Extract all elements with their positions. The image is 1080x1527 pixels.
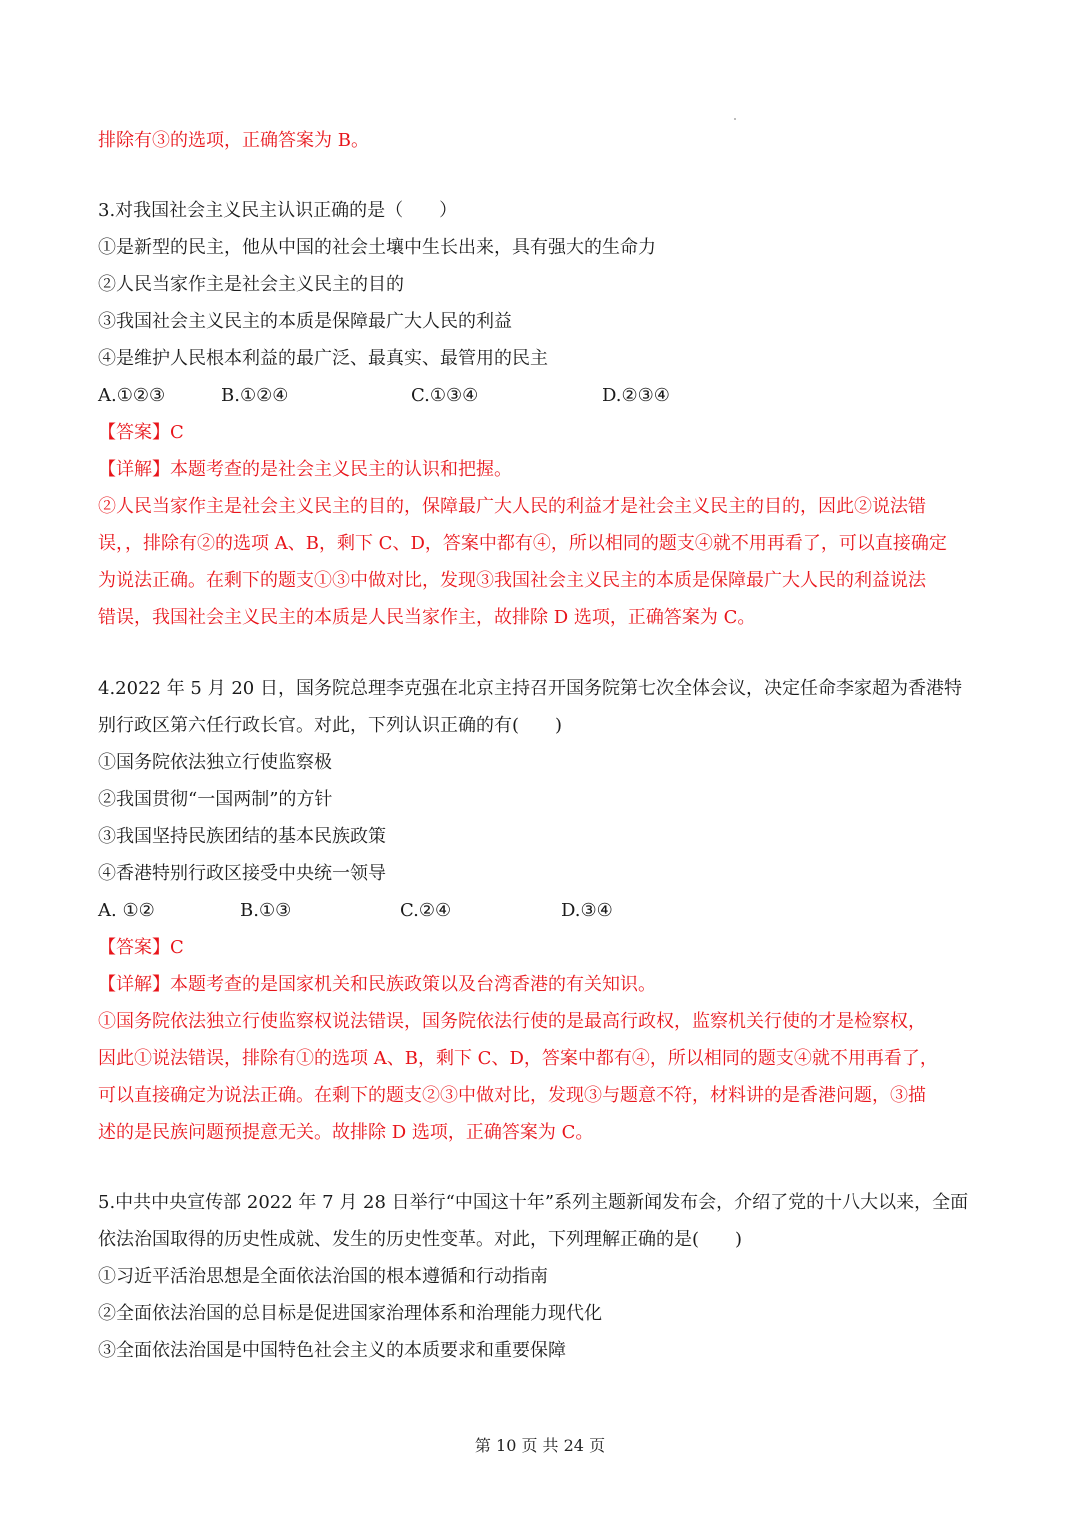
q5-stem-line-2: 依法治国取得的历史性成就、发生的历史性变革。对此，下列理解正确的是( ) xyxy=(98,1229,743,1250)
q3-option-c: C.①③④ xyxy=(411,385,479,406)
q5-item-2: ②全面依法治国的总目标是促进国家治理体系和治理能力现代化 xyxy=(98,1303,602,1324)
q3-item-3: ③我国社会主义民主的本质是保障最广大人民的利益 xyxy=(98,311,512,332)
q4-option-c: C.②④ xyxy=(400,900,452,921)
q4-item-1: ①国务院依法独立行使监察极 xyxy=(98,752,332,773)
q4-option-a: A. ①② xyxy=(98,900,155,921)
q4-item-2: ②我国贯彻“一国两制”的方针 xyxy=(98,789,333,810)
q4-option-b: B.①③ xyxy=(240,900,292,921)
q4-detail-line-2: 因此①说法错误，排除有①的选项 A、B，剩下 C、D，答案中都有④，所以相同的题支④就不用再看了， xyxy=(98,1048,938,1069)
q3-detail-line-3: 为说法正确。在剩下的题支①③中做对比，发现③我国社会主义民主的本质是保障最广大人民的利益说法 xyxy=(98,570,926,591)
q4-detail-title: 【详解】本题考查的是国家机关和民族政策以及台湾香港的有关知识。 xyxy=(98,974,656,995)
q3-detail-line-1: ②人民当家作主是社会主义民主的目的，保障最广大人民的利益才是社会主义民主的目的，因此②说法错 xyxy=(98,496,926,517)
q3-option-b: B.①②④ xyxy=(221,385,289,406)
scan-speck xyxy=(734,118,736,120)
q4-item-4: ④香港特别行政区接受中央统一领导 xyxy=(98,863,386,884)
q3-detail-title: 【详解】本题考查的是社会主义民主的认识和把握。 xyxy=(98,459,512,480)
q3-stem: 3.对我国社会主义民主认识正确的是（ ） xyxy=(98,200,458,221)
q5-item-3: ③全面依法治国是中国特色社会主义的本质要求和重要保障 xyxy=(98,1340,566,1361)
q3-detail-line-4: 错误，我国社会主义民主的本质是人民当家作主，故排除 D 选项，正确答案为 C。 xyxy=(98,607,756,628)
q4-stem-line-1: 4.2022 年 5 月 20 日，国务院总理李克强在北京主持召开国务院第七次全体会议，决定任命李家超为香港特 xyxy=(98,678,962,699)
page-number: 第 10 页 共 24 页 xyxy=(474,1436,606,1455)
q4-stem-line-2: 别行政区第六任行政长官。对此，下列认识正确的有( ) xyxy=(98,715,563,736)
q3-item-1: ①是新型的民主，他从中国的社会土壤中生长出来，具有强大的生命力 xyxy=(98,237,656,258)
q4-detail-line-1: ①国务院依法独立行使监察权说法错误，国务院依法行使的是最高行政权，监察机关行使的才是检察权， xyxy=(98,1011,926,1032)
q5-stem-line-1: 5.中共中央宣传部 2022 年 7 月 28 日举行“中国这十年”系列主题新闻发布会，介绍了党的十八大以来，全面 xyxy=(98,1192,969,1213)
q4-detail-line-3: 可以直接确定为说法正确。在剩下的题支②③中做对比，发现③与题意不符，材料讲的是香港问题，③描 xyxy=(98,1085,926,1106)
q3-item-4: ④是维护人民根本利益的最广泛、最真实、最管用的民主 xyxy=(98,348,548,369)
q4-answer: 【答案】C xyxy=(98,937,184,958)
q3-item-2: ②人民当家作主是社会主义民主的目的 xyxy=(98,274,404,295)
q5-item-1: ①习近平活治思想是全面依法治国的根本遵循和行动指南 xyxy=(98,1266,548,1287)
q3-answer: 【答案】C xyxy=(98,422,184,443)
q4-option-d: D.③④ xyxy=(561,900,613,921)
q4-detail-line-4: 述的是民族问题预提意无关。故排除 D 选项，正确答案为 C。 xyxy=(98,1122,594,1143)
q3-option-a: A.①②③ xyxy=(98,385,166,406)
q3-option-d: D.②③④ xyxy=(602,385,670,406)
q3-detail-line-2: 误，，排除有②的选项 A、B，剩下 C、D，答案中都有④，所以相同的题支④就不用再看了，可以直接确定 xyxy=(98,533,947,554)
q4-item-3: ③我国坚持民族团结的基本民族政策 xyxy=(98,826,386,847)
prev-answer-tail: 排除有③的选项，正确答案为 B。 xyxy=(98,130,369,151)
